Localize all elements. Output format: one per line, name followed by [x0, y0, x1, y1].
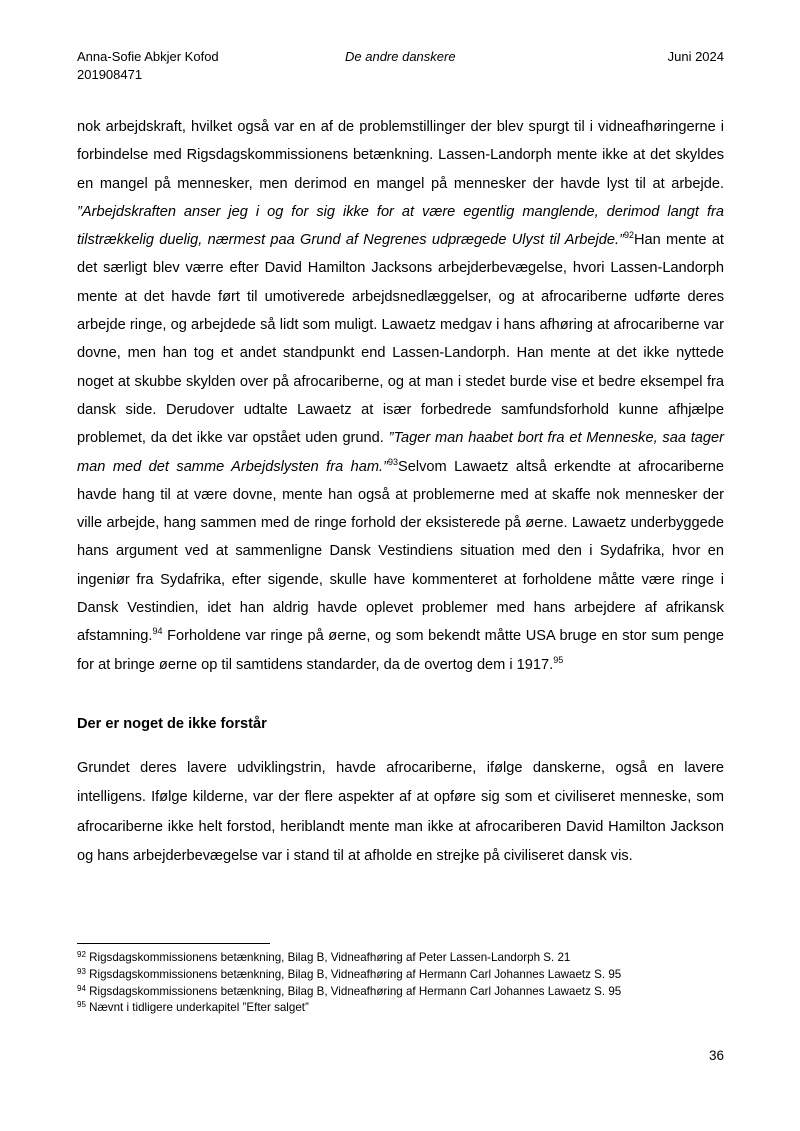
footnote-text: Nævnt i tidligere underkapitel ”Efter salget”	[85, 1001, 309, 1015]
footnote-text: Rigsdagskommissionens betænkning, Bilag B, Vidneafhøring af Peter Lassen-Landorph S. 21	[85, 951, 571, 964]
paragraph-text: Han mente at det særligt blev værre efter David Hamilton Jacksons arbejderbevægelse, hvori Lassen-Landorph mente at det havde ført til umotiverede arbejdsnedlæggelser, og at afrocariberne udførte deres arbejde ringe, og arbejdede så lidt som muligt. Lawaetz medgav i hans afhøring at afrocariberne var dovne, men han tog et andet standpunkt end Lassen-Landorph. Han mente at det ikke nyttede noget at skubbe skylden over på afrocariberne, og at man i stedet burde vise et bedre eksempel fra dansk side. Derudover udtalte Lawaetz at især forbedrede samfundsforhold kunne afhjælpe problemet, da det ikke var opstået uden grund.	[77, 232, 724, 447]
footnote-92	[77, 950, 737, 967]
footnotes	[77, 950, 737, 1017]
body-paragraph-1	[77, 113, 724, 679]
header-student-id: 201908471	[77, 67, 143, 82]
footnote-93	[77, 967, 737, 984]
body-paragraph-2	[77, 754, 724, 871]
paragraph-text: Grundet deres lavere udviklingstrin, havde afrocariberne, ifølge danskerne, også en lavere intelligens. Ifølge kilderne, var der flere aspekter af at opføre sig som et civiliseret menneske, som afrocariberne ikke helt forstod, heriblandt mente man ikke at afrocariberen David Hamilton Jackson og hans arbejderbevægelse var i stand til at afholde en strejke på civiliseret dansk vis.	[77, 760, 724, 864]
footnote-divider	[77, 943, 270, 944]
footnote-94	[77, 984, 737, 1001]
quote-lassen-landorph: ”Arbejdskraften anser jeg i og for sig ikke for at være egentlig manglende, derimod langt fra tilstrækkelig duelig, nærmest paa Grund af Negrenes udprægede Ulyst til Arbejde.”	[77, 203, 724, 249]
paragraph-text: Selvom Lawaetz altså erkendte at afrocariberne havde hang til at være dovne, mente han også at problemerne med at skaffe nok mennesker der ville arbejde, hang sammen med de ringe forhold der eksisterede på øerne. Lawaetz underbyggede hans argument ved at sammenligne Dansk Vestindiens situation med den i Sydafrika, hvor en ingeniør fra Sydafrika, efter sigende, skulle have kommenteret at forholdene måtte være ringe i Dansk Vestindien, idet han aldrig havde oplevet problemer med hans arbejdere af afrikansk afstamning.	[77, 458, 724, 645]
header-date: Juni 2024	[667, 49, 724, 64]
footnote-text: Rigsdagskommissionens betænkning, Bilag B, Vidneafhøring af Hermann Carl Johannes Lawaetz S. 95	[85, 984, 622, 998]
footnote-ref-92[interactable]: 92	[623, 230, 634, 241]
footnote-number: 95	[77, 1000, 86, 1010]
footnote-number: 93	[77, 966, 86, 976]
section-heading: Der er noget de ikke forstår	[77, 716, 267, 732]
footnote-ref-95[interactable]: 95	[553, 654, 564, 665]
paragraph-text: nok arbejdskraft, hvilket også var en af de problemstillinger der blev spurgt til i vidneafhøringerne i forbindelse med Rigsdagskommissionens betænkning. Lassen-Landorph mente ikke at det skyldes en mangel på mennesker, men derimod en mangel på mennesker der havde lyst til at arbejde.	[77, 119, 724, 192]
footnote-number: 92	[77, 950, 86, 959]
footnote-ref-94[interactable]: 94	[152, 626, 163, 637]
footnote-ref-93[interactable]: 93	[387, 456, 398, 467]
paragraph-text: Forholdene var ringe på øerne, og som bekendt måtte USA bruge en stor sum penge for at bringe øerne op til samtidens standarder, da de overtog dem i 1917.	[77, 628, 724, 673]
header-title: De andre danskere	[345, 49, 456, 64]
footnote-text: Rigsdagskommissionens betænkning, Bilag B, Vidneafhøring af Hermann Carl Johannes Lawaetz S. 95	[85, 967, 622, 981]
header-author-block	[77, 48, 219, 84]
footnote-number: 94	[77, 983, 86, 993]
quote-lawaetz: ”Tager man haabet bort fra et Menneske, saa tager man med det samme Arbejdslysten fra ham.”	[77, 430, 724, 475]
footnote-95	[77, 1000, 737, 1017]
page-number: 36	[708, 1048, 724, 1063]
header-author: Anna-Sofie Abkjer Kofod	[77, 49, 219, 64]
